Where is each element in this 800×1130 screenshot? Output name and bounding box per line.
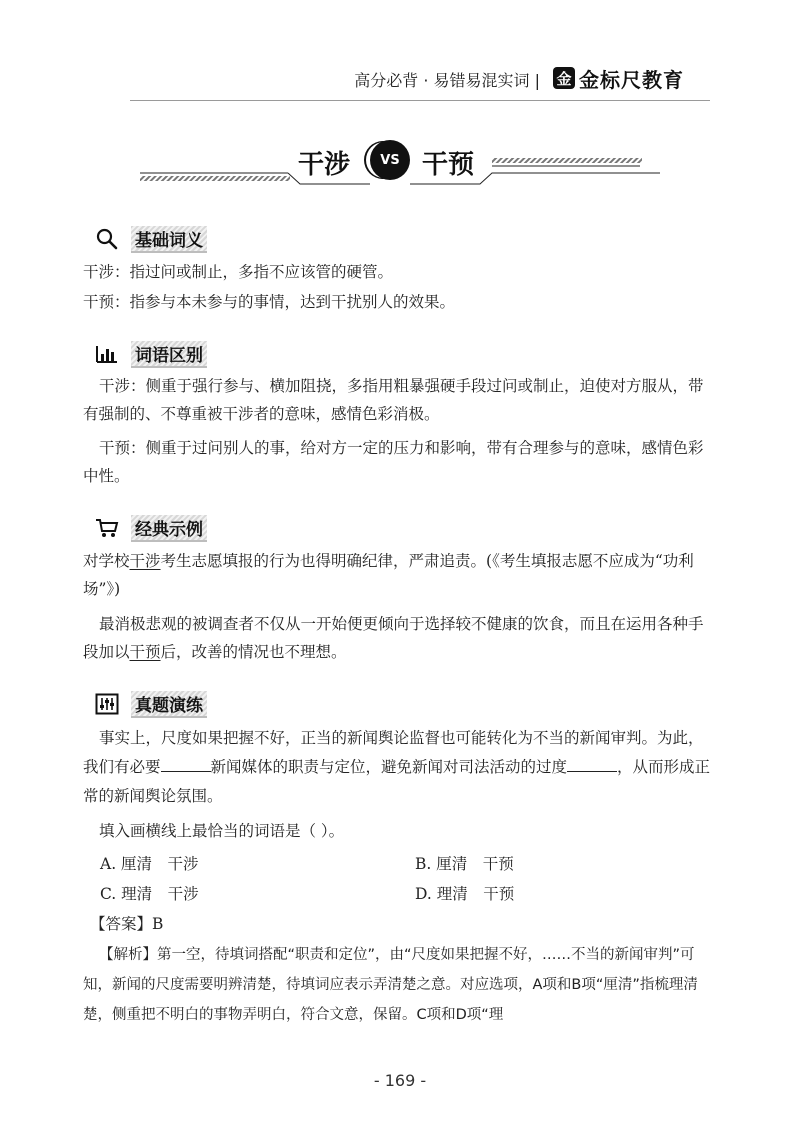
difference-paragraph-2: 干预：侧重于过问别人的事，给对方一定的压力和影响，带有合理参与的意味，感情色彩中性。 <box>83 439 704 485</box>
header-divider <box>130 100 710 101</box>
answer-blank-2 <box>567 757 617 772</box>
option-a: A. 厘清 干涉 <box>100 855 199 873</box>
title-right-word: 干预 <box>422 150 475 180</box>
analysis-paragraph: 【解析】第一空，待填词搭配“职责和定位”，由“尺度如果把握不好，……不当的新闻审判”可知，新闻的尺度需要明辨清楚，待填词应表示弄清楚之意。对应选项，A项和B项“厘清”指梳理清楚，侧重把不明白的事物弄明白，符合文意，保留。C项和D项“理 <box>83 947 698 1023</box>
cart-icon <box>95 516 123 540</box>
highlight-word: 干预 <box>129 643 161 661</box>
question-stem: 事实上，尺度如果把握不好，正当的新闻舆论监督也可能转化为不当的新闻审判。为此，我们有必要 新闻媒体的职责与定位，避免新闻对司法活动的过度 ，从而形成正常的新闻舆论氛围。 <box>83 729 711 805</box>
option-d: D. 理清 干预 <box>415 885 515 903</box>
vs-badge: VS <box>370 140 410 180</box>
bar-chart-icon <box>95 342 123 366</box>
section-heading-basic <box>95 224 207 254</box>
header-subtitle: 高分必背 · 易错易混实词 | <box>354 71 540 90</box>
section-title: 经典示例 <box>131 515 207 542</box>
question-prompt: 填入画横线上最恰当的词语是（ ）。 <box>99 822 345 840</box>
page-number: - 169 - <box>373 1071 427 1090</box>
section-title: 词语区别 <box>131 341 207 368</box>
basic-line-1: 干涉：指过问或制止，多指不应该管的硬管。 <box>83 263 394 281</box>
brand-name: 金标尺教育 <box>579 67 684 92</box>
section-heading-examples <box>95 513 207 543</box>
example-2: 最消极悲观的被调查者不仅从一开始便更倾向于选择较不健康的饮食，而且在运用各种手段加以干预后，改善的情况也不理想。 <box>83 615 704 661</box>
section-heading-practice <box>95 689 207 719</box>
answer-blank-1 <box>161 757 211 772</box>
section-title: 基础词义 <box>131 226 207 253</box>
section-title: 真题演练 <box>131 691 207 718</box>
example-1: 对学校干涉考生志愿填报的行为也得明确纪律，严肃追责。(《考生填报志愿不应成为“功利场”》) <box>83 552 694 598</box>
option-b: B. 厘清 干预 <box>415 855 514 873</box>
difference-paragraph-1: 干涉：侧重于强行参与、横加阻挠，多指用粗暴强硬手段过问或制止，迫使对方服从，带有强制的、不尊重被干涉者的意味，感情色彩消极。 <box>83 377 704 423</box>
page-header <box>0 56 800 96</box>
brand-logo-icon: 金 <box>553 67 575 89</box>
section-heading-difference <box>95 339 207 369</box>
title-banner <box>140 128 660 198</box>
equalizer-icon <box>95 692 123 716</box>
title-left-word: 干涉 <box>298 150 351 180</box>
highlight-word: 干涉 <box>129 552 161 570</box>
option-c: C. 理清 干涉 <box>100 885 199 903</box>
magnifier-icon <box>95 227 123 251</box>
basic-line-2: 干预：指参与本未参与的事情，达到干扰别人的效果。 <box>83 293 456 311</box>
answer-line: 【答案】B <box>90 915 164 933</box>
brand-logo <box>553 64 684 92</box>
